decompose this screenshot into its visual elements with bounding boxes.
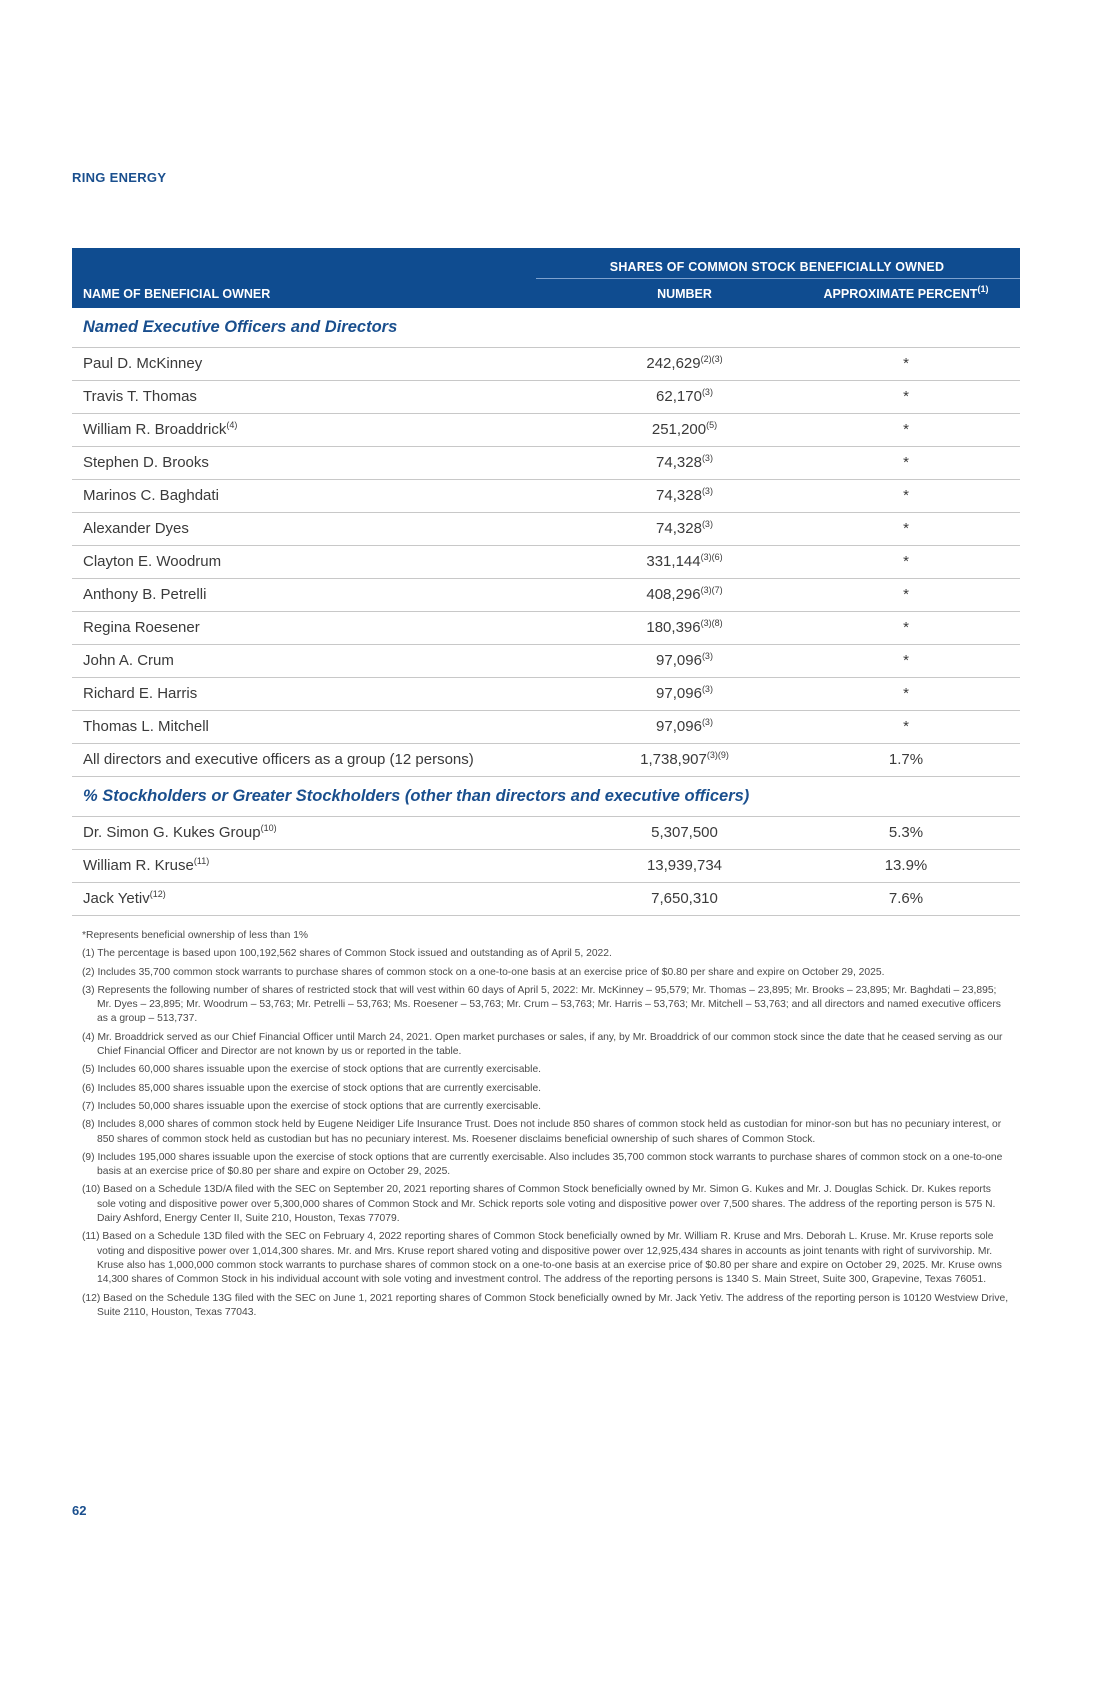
table-row bbox=[72, 612, 1020, 645]
footnote-ref: (3) bbox=[701, 519, 713, 529]
percent-footnote-ref: (1) bbox=[977, 284, 989, 294]
table-row bbox=[72, 744, 1020, 777]
section-title: % Stockholders or Greater Stockholders (other than directors and executive officers) bbox=[72, 777, 1020, 817]
owner-name-text: William R. Kruse bbox=[83, 857, 194, 874]
owner-name-text: Stephen D. Brooks bbox=[83, 454, 209, 471]
owner-name bbox=[83, 751, 474, 768]
table-row bbox=[72, 381, 1020, 414]
table-row bbox=[72, 414, 1020, 447]
owner-name bbox=[83, 685, 197, 702]
shares-number-text: 97,096 bbox=[656, 685, 702, 702]
approx-percent: * bbox=[903, 619, 909, 636]
footnote: (4) Mr. Broaddrick served as our Chief Financial Officer until March 24, 2021. Open market purchases or sales, if any, by Mr. Broaddrick of our common stock since the date that he ceased serving as our Chief Financial Officer and Director are not known by us or reported in the table. bbox=[82, 1031, 1003, 1058]
approx-percent: * bbox=[903, 718, 909, 735]
shares-number-text: 97,096 bbox=[656, 718, 702, 735]
owner-name bbox=[83, 421, 237, 438]
shares-number-text: 242,629 bbox=[646, 355, 701, 372]
footnote-ref: (3) bbox=[701, 684, 713, 694]
owner-name-text: Richard E. Harris bbox=[83, 685, 198, 702]
footnote-ref: (4) bbox=[226, 420, 238, 430]
approx-percent: * bbox=[903, 553, 909, 570]
shares-number bbox=[582, 388, 787, 405]
shares-number bbox=[582, 751, 787, 768]
owner-name-text: Marinos C. Baghdati bbox=[83, 487, 219, 504]
owner-name bbox=[83, 857, 209, 874]
table-header bbox=[72, 248, 1020, 308]
shares-number-text: 5,307,500 bbox=[651, 824, 718, 841]
shares-number-text: 97,096 bbox=[656, 652, 702, 669]
shares-number-text: 13,939,734 bbox=[646, 857, 723, 874]
footnote-ref: (3) bbox=[701, 717, 713, 727]
owner-name-text: Regina Roesener bbox=[83, 619, 200, 636]
footnote-ref: (12) bbox=[149, 889, 166, 899]
section-title: Named Executive Officers and Directors bbox=[72, 308, 1020, 348]
footnote: (8) Includes 8,000 shares of common stock held by Eugene Neidiger Life Insurance Trust. Does not include 850 shares of common stock held as custodian for minor-son but has no pecuniary interest, or 850 shares of common stock held as custodian but has no pecuniary interest. Ms. Roesener disclaims beneficial ownership of such shares of Common Stock. bbox=[82, 1119, 1002, 1145]
table-row bbox=[72, 850, 1020, 883]
approx-percent: 13.9% bbox=[884, 857, 928, 874]
owner-name-text: All directors and executive officers as a group (12 persons) bbox=[83, 751, 474, 768]
table-row bbox=[72, 817, 1020, 850]
owner-name bbox=[83, 487, 219, 504]
table-row bbox=[72, 447, 1020, 480]
group-header-rule bbox=[536, 278, 1020, 279]
owner-name bbox=[83, 520, 189, 537]
shares-number-text: 74,328 bbox=[656, 487, 702, 504]
table-body bbox=[72, 308, 1020, 916]
footnote-ref: (3)(9) bbox=[706, 750, 729, 760]
table-row bbox=[72, 348, 1020, 381]
table-row bbox=[72, 678, 1020, 711]
owner-name bbox=[83, 454, 209, 471]
group-header: SHARES OF COMMON STOCK BENEFICIALLY OWNED bbox=[609, 260, 945, 274]
owner-name bbox=[83, 890, 166, 907]
owner-name bbox=[83, 619, 200, 636]
shares-number-text: 251,200 bbox=[651, 421, 707, 438]
table-row bbox=[72, 546, 1020, 579]
column-header-number: NUMBER bbox=[657, 287, 712, 301]
shares-number-text: 7,650,310 bbox=[651, 890, 718, 907]
owner-name bbox=[83, 824, 277, 841]
footnote-ref: (3)(7) bbox=[700, 585, 723, 595]
table-row bbox=[72, 645, 1020, 678]
owner-name-text: Jack Yetiv bbox=[83, 890, 150, 907]
footnote: (1) The percentage is based upon 100,192,562 shares of Common Stock issued and outstanding as of April 5, 2022. bbox=[82, 948, 612, 960]
footnote: (5) Includes 60,000 shares issuable upon the exercise of stock options that are currently exercisable. bbox=[82, 1064, 542, 1076]
footnote: (2) Includes 35,700 common stock warrants to purchase shares of common stock on a one-to-one basis at an exercise price of $0.80 per share and expire on October 29, 2025. bbox=[82, 966, 885, 978]
shares-number-text: 1,738,907 bbox=[640, 751, 707, 768]
footnote: (6) Includes 85,000 shares issuable upon the exercise of stock options that are currently exercisable. bbox=[82, 1082, 542, 1094]
approx-percent: * bbox=[903, 487, 909, 504]
ownership-table bbox=[72, 248, 1020, 916]
approx-percent: * bbox=[903, 586, 909, 603]
shares-number-text: 62,170 bbox=[656, 388, 702, 405]
table-row bbox=[72, 883, 1020, 916]
footnote-ref: (2)(3) bbox=[700, 354, 723, 364]
approx-percent: * bbox=[903, 685, 909, 702]
shares-number-text: 408,296 bbox=[646, 586, 701, 603]
approx-percent: * bbox=[903, 355, 909, 372]
footnote: (11) Based on a Schedule 13D filed with the SEC on February 4, 2022 reporting shares of Common Stock beneficially owned by Mr. William R. Kruse and Mrs. Deborah L. Kruse. Mr. Kruse reports sole voting and dispositive power over 1,014,300 shares. Mr. and Mrs. Kruse report shared voting and dispositive power over 12,925,434 shares in accounts as joint tenants with right of survivorship. Mr. Kruse also has 1,000,000 common stock warrants to purchase shares of common stock on a one-to-one basis at an exercise price of $0.80 per share and expire on October 29, 2025. Mr. Kruse owns 14,300 shares of Common Stock in his individual account with sole voting and investment control. The address of the reporting persons is 1340 S. Main Street, Suite 300, Grapevine, Texas 76051. bbox=[82, 1231, 1002, 1286]
footnote-ref: (3) bbox=[701, 453, 713, 463]
shares-number bbox=[582, 857, 787, 874]
approx-percent: * bbox=[903, 421, 909, 438]
owner-name bbox=[83, 586, 206, 603]
footnote: (10) Based on a Schedule 13D/A filed with the SEC on September 20, 2021 reporting shares of Common Stock beneficially owned by Mr. Simon G. Kukes and Mr. J. Douglas Schick. Dr. Kukes reports sole voting and dispositive power over 5,300,000 shares of Common Stock and Mr. Schick reports sole voting and dispositive power over 7,500 shares. The address of the reporting person is 575 N. Dairy Ashford, Energy Center II, Suite 210, Houston, Texas 77079. bbox=[82, 1184, 996, 1225]
footnote-ref: (10) bbox=[260, 823, 277, 833]
owner-name-text: Thomas L. Mitchell bbox=[83, 718, 209, 735]
owner-name-text: Travis T. Thomas bbox=[83, 388, 197, 405]
owner-name bbox=[83, 388, 197, 405]
approx-percent: * bbox=[903, 388, 909, 405]
approx-percent: 7.6% bbox=[888, 890, 924, 907]
shares-number bbox=[582, 652, 787, 669]
owner-name bbox=[83, 553, 221, 570]
footnote: (12) Based on the Schedule 13G filed with the SEC on June 1, 2021 reporting shares of Common Stock beneficially owned by Mr. Jack Yetiv. The address of the reporting person is 10120 Westview Drive, Suite 2110, Houston, Texas 77043. bbox=[82, 1292, 1009, 1318]
shares-number bbox=[582, 586, 787, 603]
owner-name-text: Alexander Dyes bbox=[83, 520, 189, 537]
owner-name-text: John A. Crum bbox=[83, 652, 174, 669]
footnote-ref: (3) bbox=[701, 651, 713, 661]
owner-name bbox=[83, 718, 209, 735]
owner-name bbox=[83, 355, 202, 372]
approx-percent: * bbox=[903, 652, 909, 669]
approx-percent: 5.3% bbox=[888, 824, 924, 841]
owner-name-text: Paul D. McKinney bbox=[83, 355, 203, 372]
footnote-ref: (11) bbox=[193, 856, 210, 866]
footnote: (7) Includes 50,000 shares issuable upon the exercise of stock options that are currently exercisable. bbox=[82, 1100, 542, 1112]
shares-number bbox=[582, 824, 787, 841]
footnote: (3) Represents the following number of shares of restricted stock that will vest within 60 days of April 5, 2022: Mr. McKinney – 95,579; Mr. Thomas – 23,895; Mr. Brooks – 23,895; Mr. Baghdati – 23,895; Mr. Dyes – 23,895; Mr. Woodrum – 53,763; Mr. Petrelli – 53,763; Ms. Roesener – 53,763; Mr. Crum – 53,763; Mr. Harris – 53,763; Mr. Mitchell – 53,763; and all directors and named executive officers as a group – 513,737. bbox=[82, 984, 1001, 1025]
footnote-ref: (3)(6) bbox=[700, 552, 723, 562]
column-header-name: NAME OF BENEFICIAL OWNER bbox=[83, 287, 271, 301]
shares-number bbox=[582, 355, 787, 372]
shares-number bbox=[582, 520, 787, 537]
shares-number bbox=[582, 890, 787, 907]
table-row bbox=[72, 480, 1020, 513]
shares-number-text: 180,396 bbox=[646, 619, 701, 636]
approx-percent: * bbox=[903, 520, 909, 537]
approx-percent: * bbox=[903, 454, 909, 471]
shares-number bbox=[582, 454, 787, 471]
shares-number bbox=[582, 421, 787, 438]
footnote: *Represents beneficial ownership of less than 1% bbox=[82, 930, 309, 941]
shares-number bbox=[582, 487, 787, 504]
shares-number-text: 74,328 bbox=[656, 454, 702, 471]
footnote-ref: (3) bbox=[701, 387, 713, 397]
footnote-ref: (3)(8) bbox=[700, 618, 723, 628]
footnote-ref: (3) bbox=[701, 486, 713, 496]
column-header-percent: APPROXIMATE PERCENT$^{(1)}$ bbox=[823, 284, 989, 301]
table-row bbox=[72, 513, 1020, 546]
footnote-ref: (5) bbox=[706, 420, 718, 430]
shares-number bbox=[582, 619, 787, 636]
shares-number-text: 331,144 bbox=[646, 553, 701, 570]
footnotes bbox=[82, 929, 1012, 1324]
shares-number bbox=[582, 553, 787, 570]
owner-name bbox=[83, 652, 174, 669]
owner-name-text: Anthony B. Petrelli bbox=[83, 586, 207, 603]
owner-name-text: Dr. Simon G. Kukes Group bbox=[83, 824, 261, 841]
table-row bbox=[72, 711, 1020, 744]
shares-number bbox=[582, 685, 787, 702]
company-name: RING ENERGY bbox=[72, 170, 167, 185]
shares-number-text: 74,328 bbox=[656, 520, 702, 537]
footnote: (9) Includes 195,000 shares issuable upon the exercise of stock options that are currently exercisable. Also includes 35,700 common stock warrants to purchase shares of common stock on a one-to-one basis at an exercise price of $0.80 per share and expire on October 29, 2025. bbox=[82, 1151, 1003, 1178]
page-number: 62 bbox=[72, 1503, 87, 1518]
owner-name-text: Clayton E. Woodrum bbox=[83, 553, 222, 570]
table-row bbox=[72, 579, 1020, 612]
shares-number bbox=[582, 718, 787, 735]
approx-percent: 1.7% bbox=[888, 751, 924, 768]
owner-name-text: William R. Broaddrick bbox=[83, 421, 227, 438]
